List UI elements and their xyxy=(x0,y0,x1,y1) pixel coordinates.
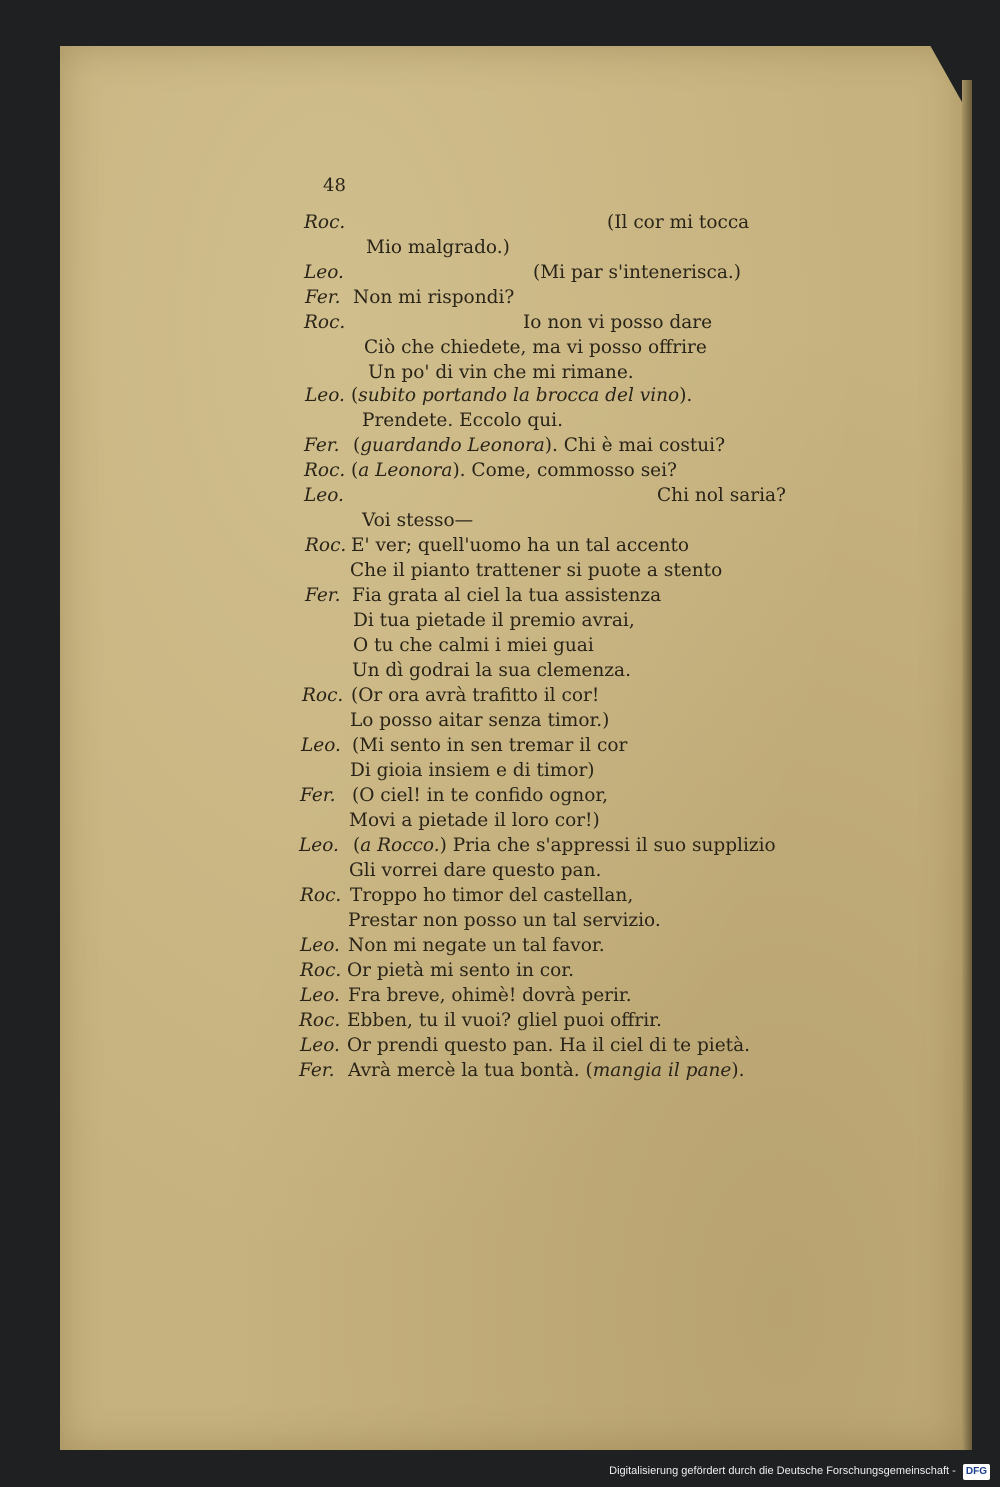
line-text: Prestar non posso un tal servizio. xyxy=(348,910,661,931)
verse-line xyxy=(351,383,692,408)
line-text: ( xyxy=(353,835,361,856)
line-text: ). Chi è mai costui? xyxy=(544,435,726,456)
line-text: ). xyxy=(679,385,693,406)
speaker-label: Leo. xyxy=(300,935,340,956)
line-text: (Mi par s'intenerisca.) xyxy=(533,262,741,283)
verse-line xyxy=(352,733,627,758)
speaker-label: Fer. xyxy=(304,435,340,456)
speaker-label: Leo. xyxy=(305,385,345,406)
footer-text: Digitalisierung gefördert durch die Deutsche Forschungsgemeinschaft - xyxy=(609,1465,956,1477)
speaker-label: Leo. xyxy=(300,1035,340,1056)
verse-line xyxy=(368,360,634,385)
line-text: Or prendi questo pan. Ha il ciel di te pietà. xyxy=(347,1035,751,1056)
line-text: Gli vorrei dare questo pan. xyxy=(349,860,602,881)
line-text: Io non vi posso dare xyxy=(523,312,713,333)
speaker-label: Roc. xyxy=(300,960,342,981)
verse-line xyxy=(350,558,722,583)
line-text: Fra breve, ohimè! dovrà perir. xyxy=(348,985,632,1006)
verse-line xyxy=(353,608,635,633)
line-text: Fia grata al ciel la tua assistenza xyxy=(352,585,662,606)
verse-line xyxy=(350,883,633,908)
line-text: ( xyxy=(351,385,359,406)
line-text: Non mi rispondi? xyxy=(353,287,515,308)
verse-line xyxy=(352,583,661,608)
speaker-label: Leo. xyxy=(299,835,339,856)
verse-line xyxy=(607,210,749,235)
verse-line xyxy=(348,1058,744,1083)
verse-line xyxy=(352,658,631,683)
dfg-logo: DFG xyxy=(963,1464,990,1480)
speaker-label: Roc. xyxy=(304,460,346,481)
line-text: Avrà mercè la tua bontà. ( xyxy=(348,1060,593,1081)
stage-direction: subito portando la brocca del vino xyxy=(358,385,680,406)
verse-line xyxy=(362,408,563,433)
line-text: E' ver; quell'uomo ha un tal accento xyxy=(351,535,690,556)
speaker-label: Fer. xyxy=(305,585,341,606)
speaker-label: Roc. xyxy=(300,885,342,906)
line-text: Ciò che chiedete, ma vi posso offrire xyxy=(364,337,707,358)
line-text: Di tua pietade il premio avrai, xyxy=(353,610,635,631)
stage-direction: guardando Leonora xyxy=(360,435,545,456)
speaker-label: Leo. xyxy=(304,262,344,283)
verse-line xyxy=(352,783,608,808)
verse-line xyxy=(364,335,707,360)
line-text: Di gioia insiem e di timor) xyxy=(350,760,595,781)
line-text: O tu che calmi i miei guai xyxy=(353,635,594,656)
verse-line xyxy=(353,833,776,858)
speaker-label: Leo. xyxy=(301,735,341,756)
line-text: ) Pria che s'appressi il suo supplizio xyxy=(439,835,776,856)
verse-line xyxy=(349,858,601,883)
verse-line xyxy=(353,433,725,458)
line-text: Movi a pietade il loro cor!) xyxy=(349,810,600,831)
stage-direction: a Rocco. xyxy=(360,835,440,856)
speaker-label: Roc. xyxy=(302,685,344,706)
line-text: ). Come, commosso sei? xyxy=(452,460,677,481)
line-text: ( xyxy=(353,435,361,456)
digitization-footer xyxy=(609,1463,990,1479)
line-text: Or pietà mi sento in cor. xyxy=(347,960,574,981)
speaker-label: Roc. xyxy=(304,212,346,233)
verse-line xyxy=(366,235,510,260)
verse-line xyxy=(657,483,786,508)
verse-line xyxy=(349,808,600,833)
line-text: (Mi sento in sen tremar il cor xyxy=(352,735,628,756)
verse-line xyxy=(353,285,514,310)
line-text: Prendete. Eccolo qui. xyxy=(362,410,563,431)
speaker-label: Fer. xyxy=(300,785,336,806)
verse-line xyxy=(533,260,741,285)
verse-line xyxy=(348,983,632,1008)
speaker-label: Leo. xyxy=(304,485,344,506)
verse-line xyxy=(351,533,689,558)
line-text: Mio malgrado.) xyxy=(366,237,510,258)
line-text: (Or ora avrà trafitto il cor! xyxy=(351,685,600,706)
line-text: ( xyxy=(351,460,359,481)
line-text: ). xyxy=(731,1060,745,1081)
page-edge xyxy=(962,80,972,1450)
line-text: Chi nol saria? xyxy=(657,485,786,506)
line-text: Voi stesso— xyxy=(362,510,474,531)
verse-line xyxy=(350,708,609,733)
verse-line xyxy=(523,310,712,335)
line-text: Non mi negate un tal favor. xyxy=(348,935,605,956)
speaker-label: Leo. xyxy=(300,985,340,1006)
verse-line xyxy=(362,508,473,533)
line-text: (Il cor mi tocca xyxy=(607,212,750,233)
page-number: 48 xyxy=(323,175,346,196)
line-text: Un po' di vin che mi rimane. xyxy=(368,362,634,383)
verse-line xyxy=(350,758,595,783)
speaker-label: Fer. xyxy=(299,1060,335,1081)
line-text: Un dì godrai la sua clemenza. xyxy=(352,660,631,681)
verse-line xyxy=(348,908,661,933)
verse-line xyxy=(348,933,605,958)
line-text: Che il pianto trattener si puote a stento xyxy=(350,560,723,581)
line-text: Troppo ho timor del castellan, xyxy=(350,885,634,906)
speaker-label: Roc. xyxy=(304,312,346,333)
line-text: (O ciel! in te confido ognor, xyxy=(352,785,609,806)
stage-direction: a Leonora xyxy=(358,460,453,481)
verse-line xyxy=(351,458,677,483)
verse-line xyxy=(347,1008,662,1033)
speaker-label: Roc. xyxy=(299,1010,341,1031)
line-text: Lo posso aitar senza timor.) xyxy=(350,710,610,731)
line-text: Ebben, tu il vuoi? gliel puoi offrir. xyxy=(347,1010,662,1031)
verse-line xyxy=(347,1033,750,1058)
verse-line xyxy=(351,683,599,708)
stage-direction: mangia il pane xyxy=(592,1060,732,1081)
verse-line xyxy=(353,633,594,658)
verse-line xyxy=(347,958,574,983)
speaker-label: Fer. xyxy=(305,287,341,308)
speaker-label: Roc. xyxy=(305,535,347,556)
